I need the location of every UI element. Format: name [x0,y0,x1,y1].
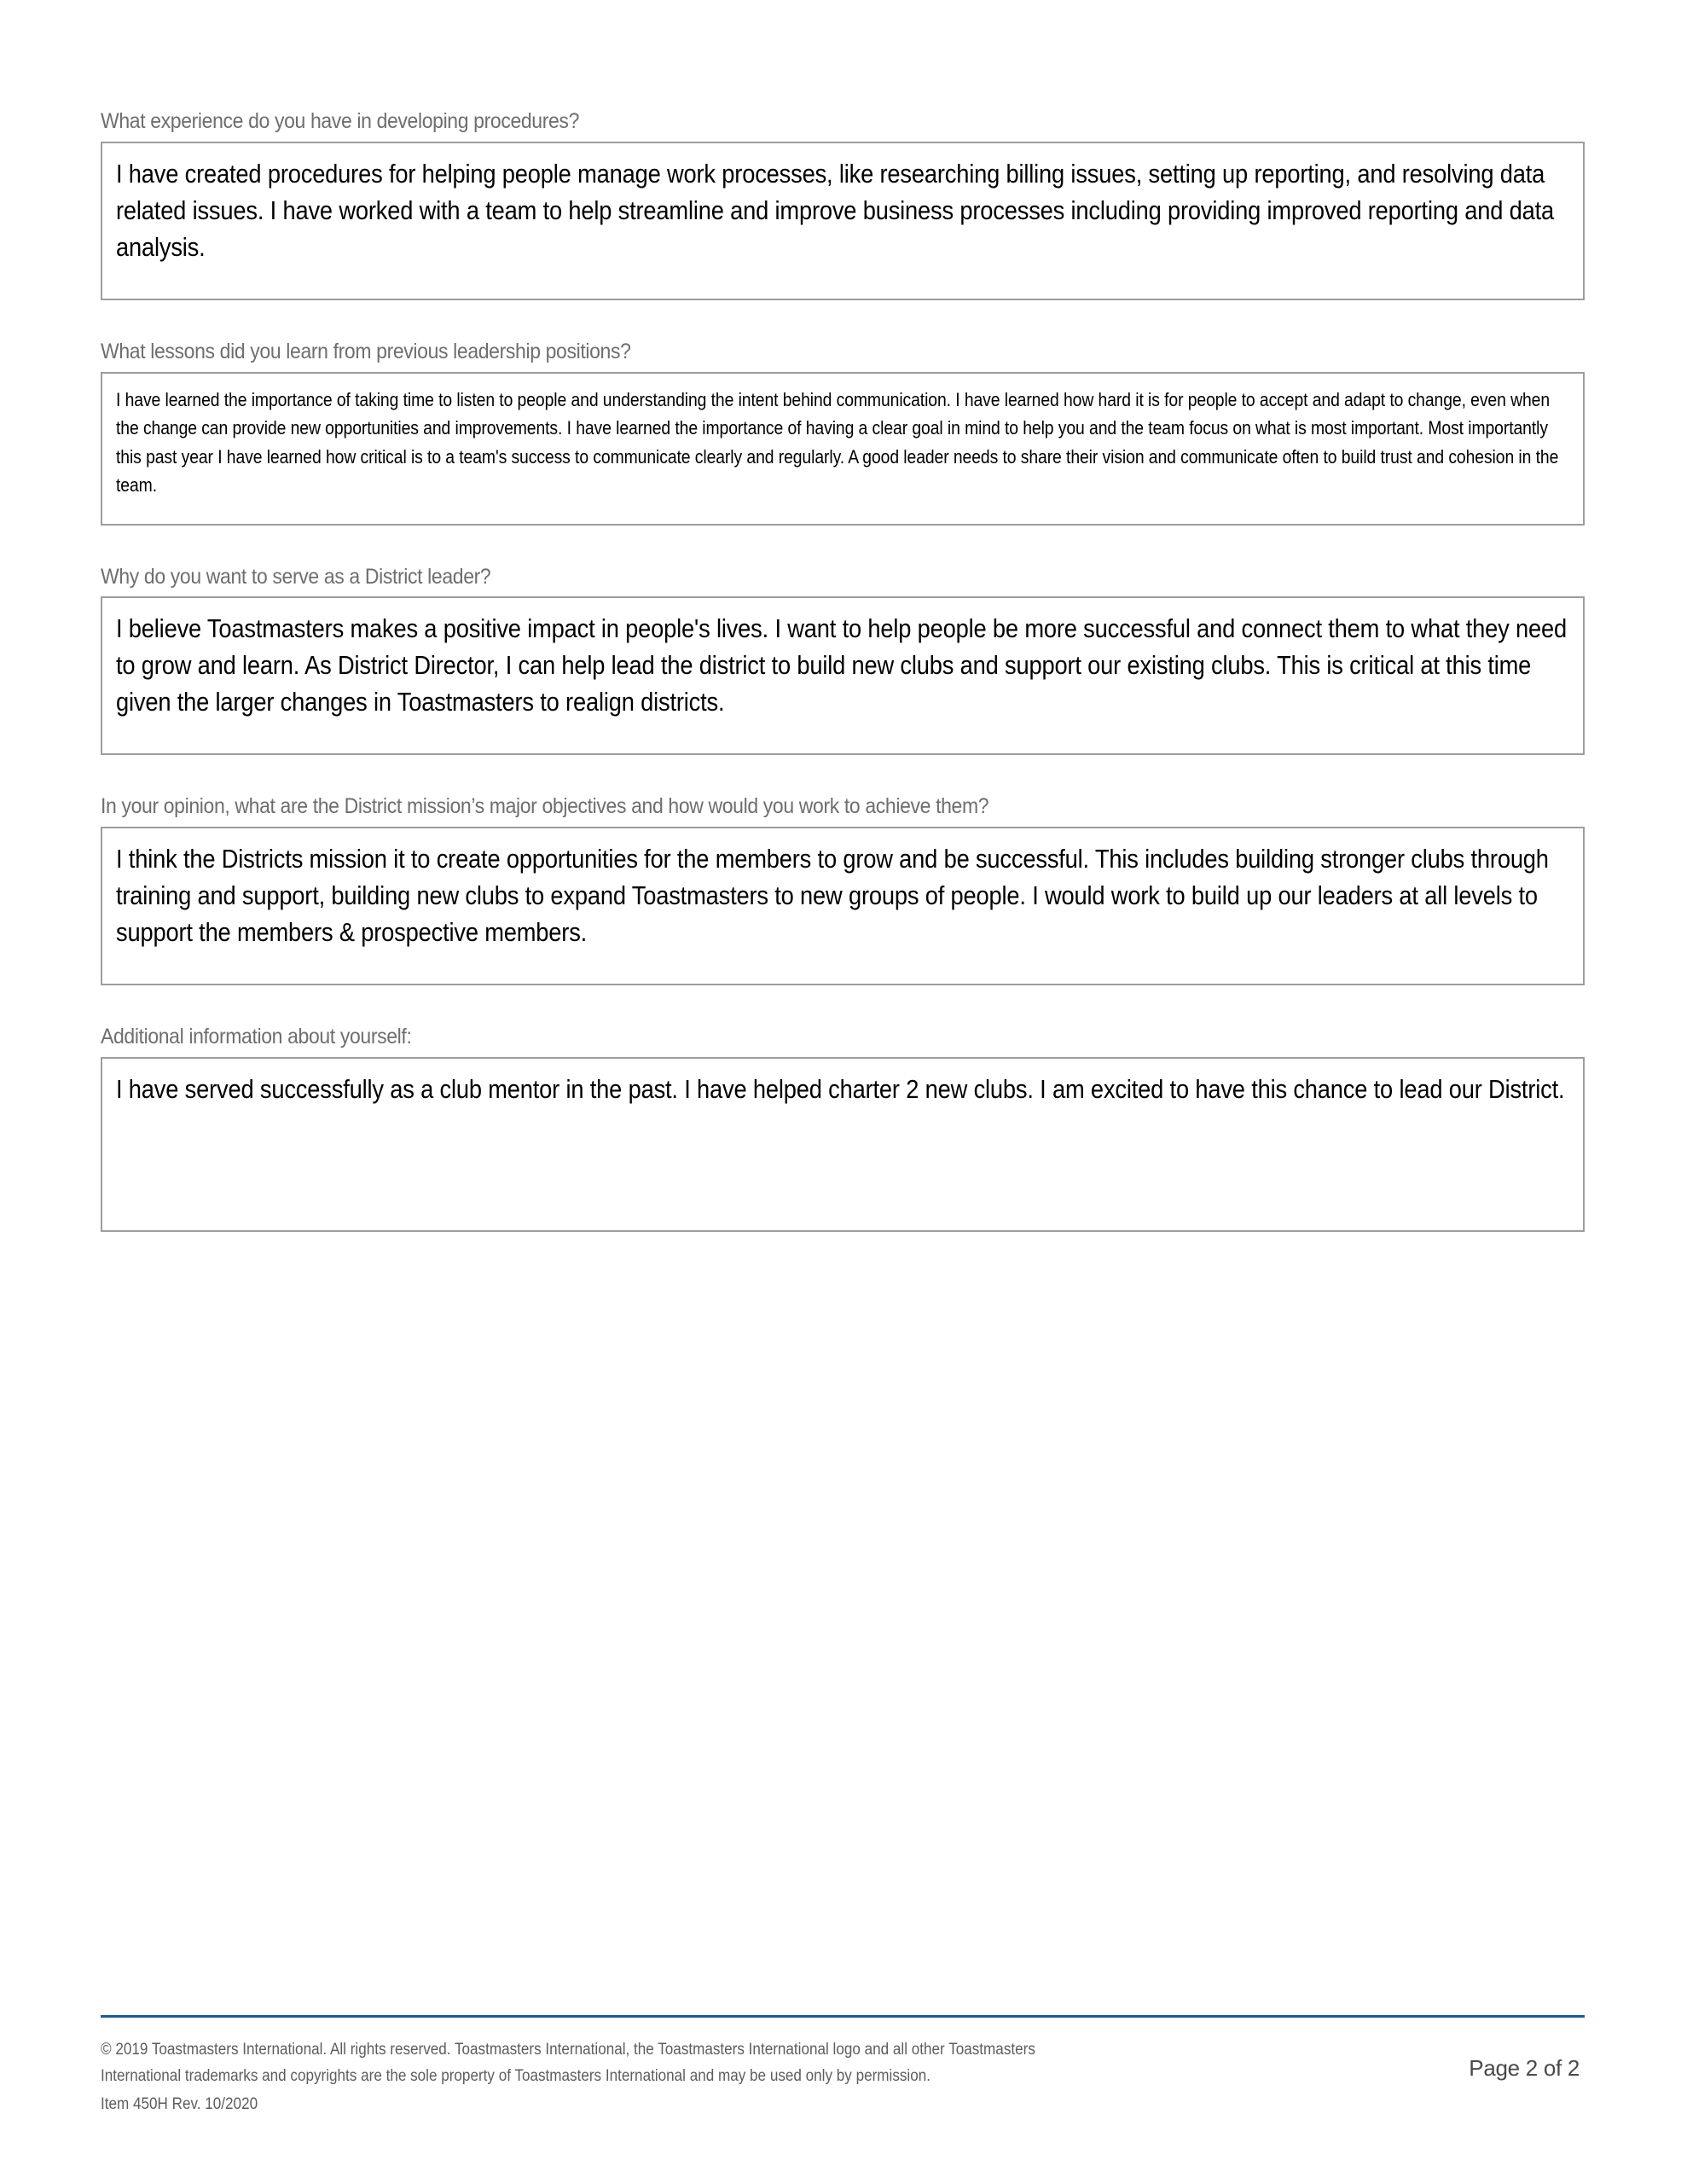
answer-box-2[interactable] [101,372,1585,526]
question-label-4: In your opinion, what are the District mission’s major objectives and how would you work to achieve them? [101,794,989,819]
answer-box-4[interactable] [101,827,1585,985]
page-number: Page 2 of 2 [1469,2055,1580,2081]
footer-copyright [101,2036,1332,2117]
form-field-additional-info [101,1025,1585,1232]
question-label-1: What experience do you have in developing procedures? [101,109,579,133]
answer-text-3: I believe Toastmasters makes a positive impact in people's lives. I want to help people be more successful and connect them to what they need to grow and learn. As District Director, I can help lead the district to build new clubs and support our existing clubs. This is critical at this time given the larger changes in Toastmasters to realign districts. [116,613,1567,717]
answer-text-2: I have learned the importance of taking time to listen to people and understanding the intent behind communication. I have learned how hard it is for people to accept and adapt to change, even when the change can provide new opportunities and improvements. I have learned the importance of having a clear goal in mind to help you and the team focus on what is most important. Most importantly this past year I have learned how critical is to a team's success to communicate clearly and regularly. A good leader needs to share their vision and communicate often to build trust and cohesion in the team. [116,388,1559,496]
spacer [101,755,1585,794]
form-field-district-mission [101,794,1585,985]
answer-box-5[interactable] [101,1057,1585,1232]
answer-text-1: I have created procedures for helping people manage work processes, like researching billing issues, setting up reporting, and resolving data related issues. I have worked with a team to help streamline and improve business processes including providing improved reporting and data analysis. [116,158,1555,262]
answer-text-5: I have served successfully as a club mentor in the past. I have helped charter 2 new clubs. I am excited to have this chance to lead our District. [116,1073,1565,1104]
form-field-experience-procedures [101,109,1585,300]
spacer [101,526,1585,565]
answer-box-3[interactable] [101,596,1585,755]
question-label-2: What lessons did you learn from previous leadership positions? [101,339,631,363]
spacer [101,985,1585,1025]
spacer [101,300,1585,340]
copyright-line-1: © 2019 Toastmasters International. All rights reserved. Toastmasters International, the Toastmasters International logo and all other Toastmasters [101,2041,1035,2059]
page-footer [101,2015,1585,2117]
answer-box-1[interactable] [101,142,1585,300]
question-label-5: Additional information about yourself: [101,1025,412,1048]
footer-row [101,2036,1585,2117]
copyright-line-2: International trademarks and copyrights are the sole property of Toastmasters International and may be used only by permission. [101,2067,931,2085]
form-content [101,109,1585,1232]
footer-divider [101,2015,1585,2018]
form-field-why-serve [101,565,1585,756]
answer-text-4: I think the Districts mission it to create opportunities for the members to grow and be successful. This includes building stronger clubs through training and support, building new clubs to expand Toastmasters to new groups of people. I would work to build up our leaders at all levels to support the members & prospective members. [116,844,1549,947]
question-label-3: Why do you want to serve as a District leader? [101,564,491,589]
item-revision-line: Item 450H Rev. 10/2020 [101,2095,258,2113]
form-field-leadership-lessons [101,340,1585,526]
